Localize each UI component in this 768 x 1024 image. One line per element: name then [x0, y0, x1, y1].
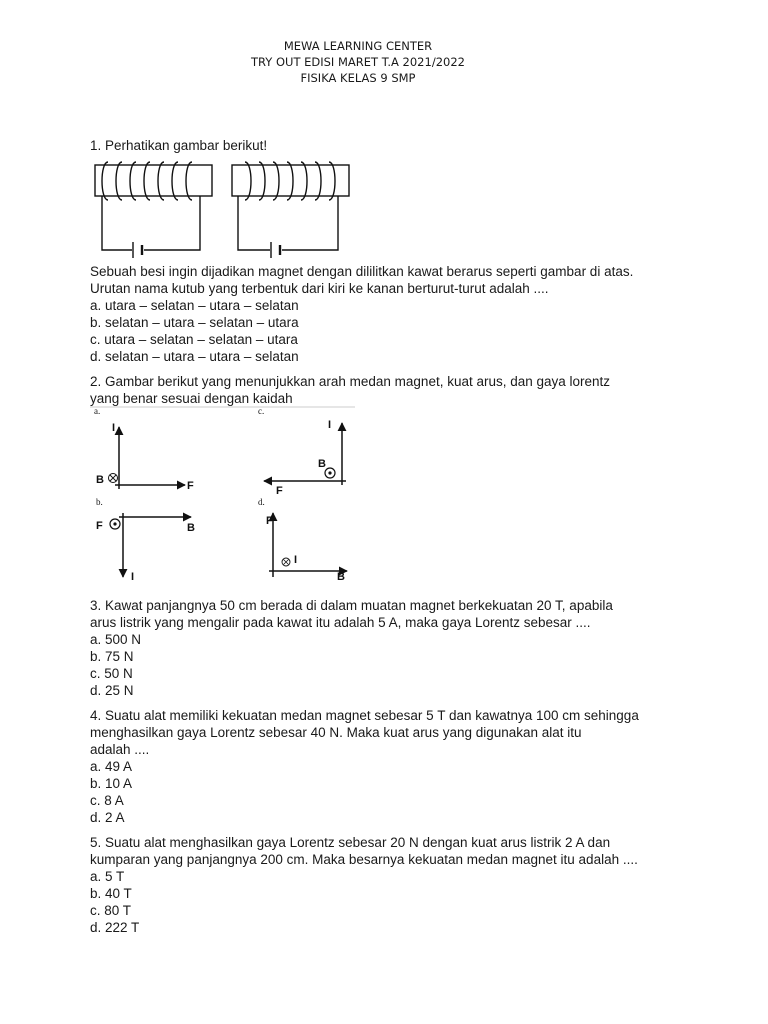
question-2-text-2: yang benar sesuai dengan kaidah — [90, 391, 293, 406]
question-3 — [90, 597, 613, 699]
diagram-a-letter: a. — [94, 406, 101, 416]
header-subject: FISIKA KELAS 9 SMP — [300, 71, 416, 85]
question-4-text-2: menghasilkan gaya Lorentz sebesar 40 N. Maka kuat arus yang digunakan alat itu — [90, 725, 582, 740]
question-5 — [90, 834, 638, 936]
diagram-c-label-f: F — [276, 485, 283, 497]
wire-left-a — [102, 196, 132, 250]
coil-left — [102, 162, 192, 200]
question-5-option-a[interactable]: a. 5 T — [90, 869, 125, 884]
diagram-b-letter: b. — [96, 497, 103, 507]
question-1-text-1: Sebuah besi ingin dijadikan magnet dengan dililitkan kawat berarus seperti gambar di atas. — [90, 264, 634, 279]
question-5-text-2: kumparan yang panjangnya 200 cm. Maka besarnya kekuatan medan magnet itu adalah .... — [90, 852, 638, 867]
question-1-option-d[interactable]: d. selatan – utara – utara – selatan — [90, 349, 299, 364]
question-4-option-b[interactable]: b. 10 A — [90, 776, 133, 791]
question-1-option-a[interactable]: a. utara – selatan – utara – selatan — [90, 298, 299, 313]
diagram-b-label-b: B — [187, 522, 195, 534]
question-4 — [90, 707, 639, 826]
header-institution: MEWA LEARNING CENTER — [283, 39, 433, 53]
header-exam-title: TRY OUT EDISI MARET T.A 2021/2022 — [251, 55, 465, 69]
question-1-option-c[interactable]: c. utara – selatan – selatan – utara — [90, 332, 298, 347]
question-3-text-2: arus listrik yang mengalir pada kawat itu adalah 5 A, maka gaya Lorentz sebesar .... — [90, 615, 591, 630]
question-3-option-c[interactable]: c. 50 N — [90, 666, 133, 681]
wire-left-b — [144, 196, 200, 250]
question-5-text-1: 5. Suatu alat menghasilkan gaya Lorentz sebesar 20 N dengan kuat arus listrik 2 A dan — [90, 835, 611, 850]
question-1-prompt — [90, 137, 267, 154]
wire-right-b — [282, 196, 338, 250]
question-3-option-b[interactable]: b. 75 N — [90, 649, 134, 664]
question-2-prompt — [90, 373, 610, 407]
question-5-option-b[interactable]: b. 40 T — [90, 886, 132, 901]
diagram-d-label-i: I — [294, 554, 298, 566]
diagram-a-label-f: F — [187, 480, 194, 492]
diagram-a-label-i: I — [112, 422, 116, 434]
question-1-prompt-text: 1. Perhatikan gambar berikut! — [90, 138, 268, 153]
question-3-option-d[interactable]: d. 25 N — [90, 683, 134, 698]
question-4-option-a[interactable]: a. 49 A — [90, 759, 133, 774]
coil-right — [245, 162, 335, 200]
diagram-c-label-i: I — [328, 419, 332, 431]
diagram-d-letter: d. — [258, 497, 265, 507]
question-5-option-c[interactable]: c. 80 T — [90, 903, 132, 918]
question-2-text-1: 2. Gambar berikut yang menunjukkan arah medan magnet, kuat arus, dan gaya lorentz — [90, 374, 611, 389]
question-1-option-b[interactable]: b. selatan – utara – selatan – utara — [90, 315, 299, 330]
diagram-c-label-b: B — [318, 458, 326, 470]
diagram-b-label-f: F — [96, 520, 103, 532]
wire-right-a — [238, 196, 270, 250]
diagram-d-label-b: B — [337, 571, 345, 583]
question-4-text-3: adalah .... — [90, 742, 150, 757]
question-4-option-d[interactable]: d. 2 A — [90, 810, 125, 825]
solenoid-diagram — [90, 156, 360, 260]
question-3-option-a[interactable]: a. 500 N — [90, 632, 142, 647]
question-4-text-1: 4. Suatu alat memiliki kekuatan medan magnet sebesar 5 T dan kawatnya 100 cm sehingga — [90, 708, 639, 723]
question-1-text-2: Urutan nama kutub yang terbentuk dari kiri ke kanan berturut-turut adalah .... — [90, 281, 549, 296]
question-1-body — [90, 263, 633, 365]
question-4-option-c[interactable]: c. 8 A — [90, 793, 124, 808]
diagram-d-label-f: F — [266, 515, 273, 527]
diagram-b-label-i: I — [131, 571, 135, 583]
lorentz-diagrams — [90, 405, 360, 585]
document-header — [0, 38, 716, 86]
diagram-a-label-b: B — [96, 474, 104, 486]
question-3-text-1: 3. Kawat panjangnya 50 cm berada di dalam muatan magnet berkekuatan 20 T, apabila — [90, 598, 613, 613]
diagram-c-letter: c. — [258, 406, 265, 416]
question-5-option-d[interactable]: d. 222 T — [90, 920, 140, 935]
iron-core-left — [95, 165, 212, 196]
